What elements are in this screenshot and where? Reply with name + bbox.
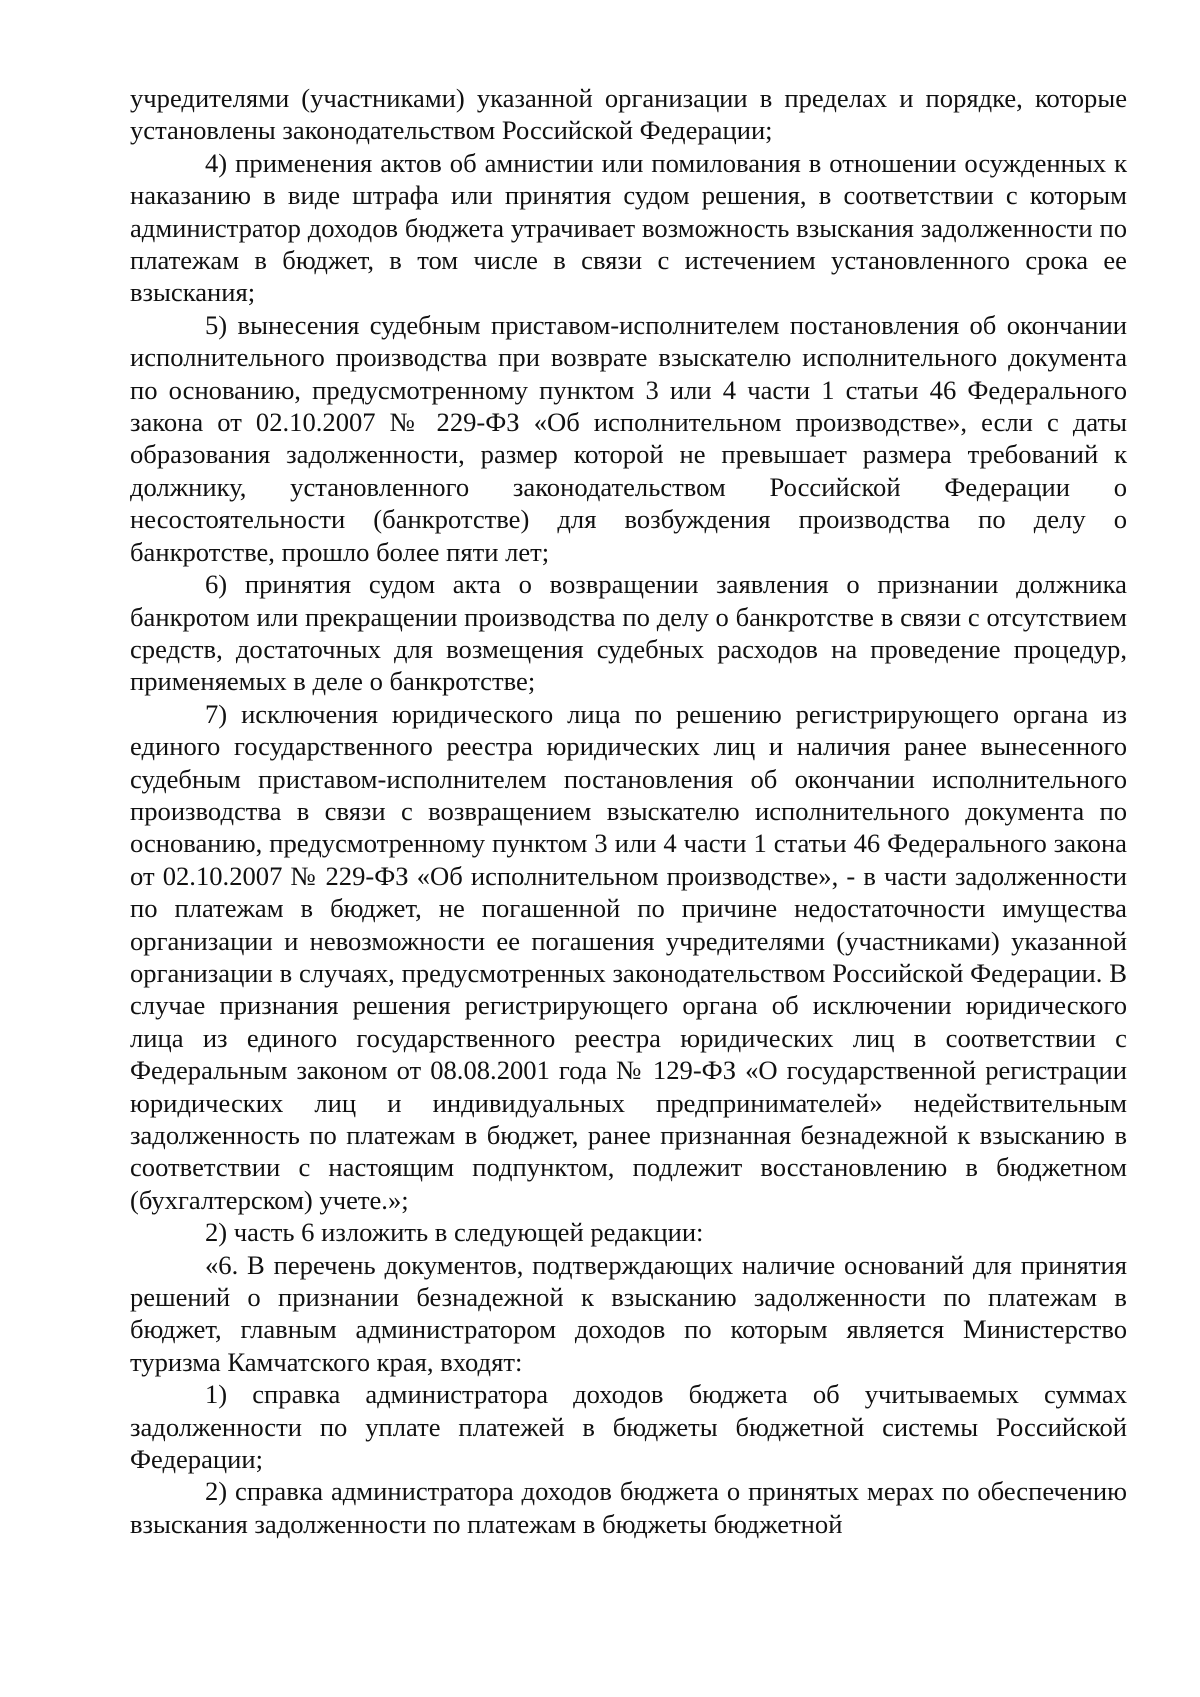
paragraph-item-5: 5) вынесения судебным приставом-исполнителем постановления об окончании исполнительного производства при возврате взыскателю исполнительного документа по основанию, предусмотренному пунктом 3 или 4 части 1 статьи 46 Федерального закона от 02.10.2007 № 229-ФЗ «Об исполнительном производстве», если с даты образования задолженности, размер которой не превышает размера требований к должнику, установленного законодательством Российской Федерации о несостоятельности (банкротстве) для возбуждения производства по делу о банкротстве, прошло более пяти лет; — [130, 309, 1127, 567]
document-page — [130, 82, 1127, 1540]
paragraph-amendment-part-6: 2) часть 6 изложить в следующей редакции: — [205, 1217, 704, 1248]
paragraph-item-4: 4) применения актов об амнистии или помилования в отношении осужденных к наказанию в виде штрафа или принятия судом решения, в соответствии с которым администратор доходов бюджета утрачивает возможность взыскания задолженности по платежам в бюджет, в том числе в связи с истечением установленного срока ее взыскания; — [130, 147, 1127, 308]
paragraph-item-6: 6) принятия судом акта о возвращении заявления о признании должника банкротом или прекращении производства по делу о банкротстве в связи с отсутствием средств, достаточных для возмещения судебных расходов на проведение процедур, применяемых в деле о банкротстве; — [130, 569, 1127, 697]
paragraph-item-7: 7) исключения юридического лица по решению регистрирующего органа из единого государственного реестра юридических лиц и наличия ранее вынесенного судебным приставом-исполнителем постановления об окончании исполнительного производства в связи с возвращением взыскателю исполнительного документа по основанию, предусмотренному пунктом 3 или 4 части 1 статьи 46 Федерального закона от 02.10.2007 № 229-ФЗ «Об исполнительном производстве», - в части задолженности по платежам в бюджет, не погашенной по причине недостаточности имущества организации и невозможности ее погашения учредителями (участниками) указанной организации в случаях, предусмотренных законодательством Российской Федерации. В случае признания решения регистрирующего органа об исключении юридического лица из единого государственного реестра юридических лиц в соответствии с Федеральным законом от 08.08.2001 года № 129-ФЗ «О государственной регистрации юридических лиц и индивидуальных предпринимателей» недействительным задолженность по платежам в бюджет, ранее признанная безнадежной к взысканию в соответствии с настоящим подпунктом, подлежит восстановлению в бюджетном (бухгалтерском) учете.»; — [130, 698, 1127, 1215]
paragraph-document-1: 1) справка администратора доходов бюджета об учитываемых суммах задолженности по уплате платежей в бюджеты бюджетной системы Российской Федерации; — [130, 1379, 1127, 1475]
paragraph-part-6-intro: «6. В перечень документов, подтверждающих наличие оснований для принятия решений о признании безнадежной к взысканию задолженности по платежам в бюджет, главным администратором доходов по которым является Министерство туризма Камчатского края, входят: — [130, 1249, 1127, 1377]
paragraph-continuation: учредителями (участниками) указанной организации в пределах и порядке, которые установлены законодательством Российской Федерации; — [130, 83, 1127, 146]
paragraph-document-2: 2) справка администратора доходов бюджета о принятых мерах по обеспечению взыскания задолженности по платежам в бюджеты бюджетной — [130, 1476, 1127, 1539]
